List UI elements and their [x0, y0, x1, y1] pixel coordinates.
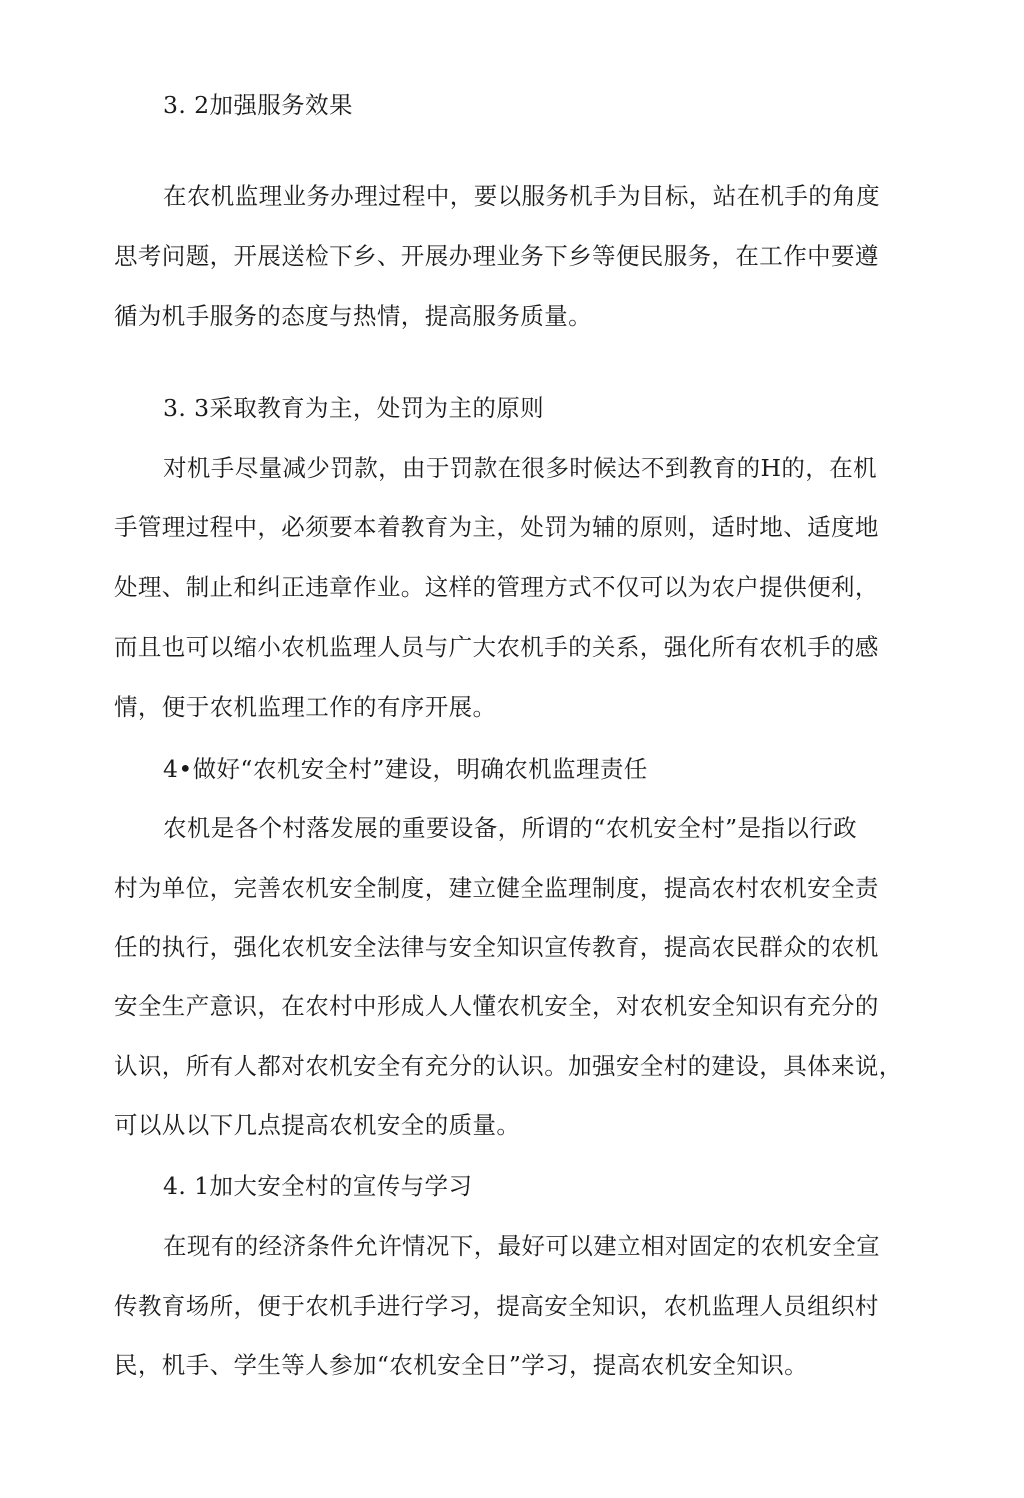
paragraph-line: 处理、制止和纠正违章作业。这样的管理方式不仅可以为农户提供便利，: [114, 573, 879, 601]
section-heading-3-3: 3. 3采取教育为主，处罚为主的原则: [163, 394, 545, 422]
paragraph-line: 手管理过程中，必须要本着教育为主，处罚为辅的原则，适时地、适度地: [114, 513, 879, 541]
paragraph-line: 可以从以下几点提高农机安全的质量。: [114, 1111, 521, 1139]
paragraph-line: 认识，所有人都对农机安全有充分的认识。加强安全村的建设，具体来说，: [114, 1052, 903, 1080]
paragraph-line: 安全生产意识，在农村中形成人人懂农机安全，对农机安全知识有充分的: [114, 992, 879, 1020]
section-heading-4-1: 4. 1加大安全村的宣传与学习: [163, 1172, 473, 1200]
section-heading-3-2: 3. 2加强服务效果: [163, 91, 353, 119]
paragraph-line: 农机是各个村落发展的重要设备，所谓的“农机安全村”是指以行政: [163, 814, 858, 842]
paragraph-line: 村为单位，完善农机安全制度，建立健全监理制度，提高农村农机安全责: [114, 874, 879, 902]
paragraph-line: 任的执行，强化农机安全法律与安全知识宣传教育，提高农民群众的农机: [114, 933, 879, 961]
paragraph-line: 民，机手、学生等人参加“农机安全日”学习，提高农机安全知识。: [114, 1351, 809, 1379]
paragraph-line: 在现有的经济条件允许情况下，最好可以建立相对固定的农机安全宣: [163, 1232, 880, 1260]
paragraph-line: 传教育场所，便于农机手进行学习，提高安全知识，农机监理人员组织村: [114, 1292, 879, 1320]
paragraph-line: 情，便于农机监理工作的有序开展。: [114, 693, 497, 721]
paragraph-line: 思考问题，开展送检下乡、开展办理业务下乡等便民服务，在工作中要遵: [114, 242, 879, 270]
paragraph-line: 而且也可以缩小农机监理人员与广大农机手的关系，强化所有农机手的感: [114, 633, 879, 661]
paragraph-line: 在农机监理业务办理过程中，要以服务机手为目标，站在机手的角度: [163, 182, 880, 210]
paragraph-line: 对机手尽量减少罚款，由于罚款在很多时候达不到教育的H的，在机: [163, 454, 877, 482]
paragraph-line: 循为机手服务的态度与热情，提高服务质量。: [114, 302, 592, 330]
section-heading-4: 4•做好“农机安全村”建设，明确农机监理责任: [163, 755, 648, 783]
